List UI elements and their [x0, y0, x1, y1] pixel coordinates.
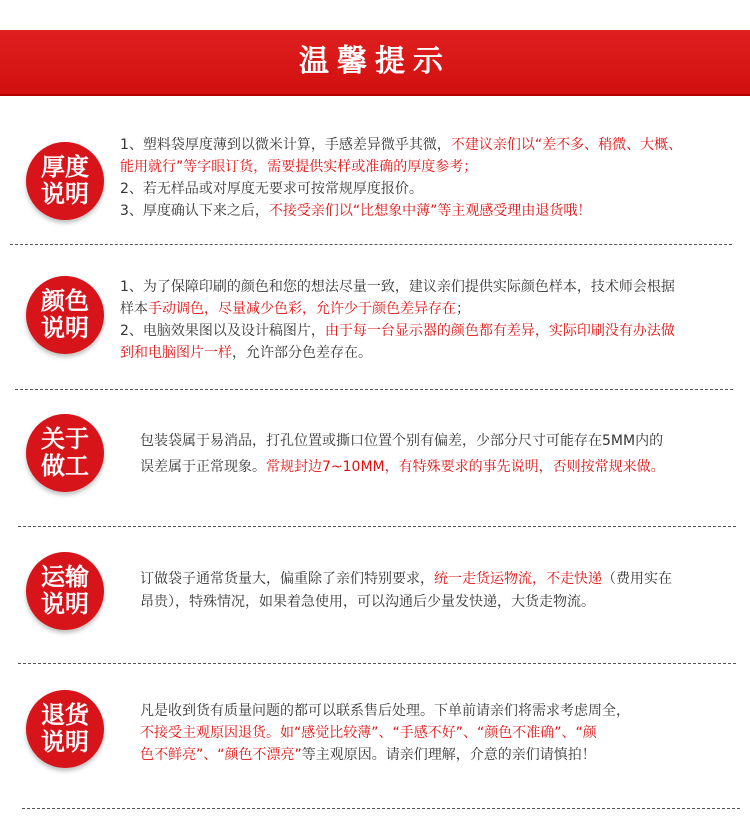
section-text — [120, 276, 740, 364]
emphasis-text: 不接受主观原因退货。如“感觉比较薄”、“手感不好”、“颜色不准确”、“颜 — [140, 725, 597, 741]
text-line — [120, 320, 740, 342]
body-text: 凡是收到货有质量问题的都可以联系售后处理。下单前请亲们将需求考虑周全， — [140, 703, 630, 719]
emphasis-text: 到和电脑图片一样 — [120, 345, 232, 361]
section-badge — [26, 142, 104, 220]
section-badge-label: 厚度说明 — [41, 153, 89, 208]
body-text: 订做袋子通常货量大，偏重除了亲们特别要求， — [140, 571, 434, 587]
text-line — [140, 454, 740, 480]
text-line — [140, 568, 740, 591]
dashed-divider — [18, 663, 736, 664]
body-text: 样本 — [120, 301, 148, 317]
emphasis-text: 不接受亲们以“比想象中薄”等主观感受理由退货哦！ — [268, 203, 592, 219]
dashed-divider — [22, 808, 740, 809]
text-line — [120, 200, 740, 222]
text-line — [120, 134, 740, 156]
section-badge — [26, 690, 104, 768]
page-title: 温馨提示 — [299, 44, 451, 79]
section-text — [140, 568, 740, 614]
section-text — [120, 134, 740, 222]
dashed-divider — [18, 526, 736, 527]
section-badge-label: 退货说明 — [41, 701, 89, 756]
body-text: 3、厚度确认下来之后， — [120, 203, 269, 219]
body-text: 昂贵），特殊情况，如果着急使用，可以沟通后少量发快递，大货走物流。 — [140, 594, 595, 610]
body-text: 包装袋属于易消品，打孔位置或撕口位置个别有偏差，少部分尺寸可能存在5MM内的 — [140, 433, 664, 449]
text-line — [120, 342, 740, 364]
text-line — [120, 178, 740, 200]
emphasis-text: 由于每一台显示器的颜色都有差异，实际印刷没有办法做 — [324, 323, 675, 339]
emphasis-text: 统一走货运物流，不走快递 — [434, 571, 602, 587]
body-text: 1、塑料袋厚度薄到以微米计算，手感差异微乎其微， — [120, 137, 451, 153]
section-badge-label: 颜色说明 — [41, 287, 89, 342]
text-line — [140, 591, 740, 614]
section-badge — [26, 414, 104, 492]
section-badge-label: 关于做工 — [41, 425, 89, 480]
section-text — [140, 428, 740, 480]
section-badge-label: 运输说明 — [41, 563, 89, 618]
body-text: 2、若无样品或对厚度无要求可按常规厚度报价。 — [120, 181, 423, 197]
body-text: 1、为了保障印刷的颜色和您的想法尽量一致，建议亲们提供实际颜色样本，技术师会根据 — [120, 279, 675, 295]
text-line — [140, 744, 740, 766]
emphasis-text: 不建议亲们以“差不多、稍微、大概、 — [450, 137, 683, 153]
text-line — [120, 276, 740, 298]
text-line — [120, 156, 740, 178]
emphasis-text: 能用就行”等字眼订货，需要提供实样或准确的厚度参考； — [120, 159, 478, 175]
body-text: 2、电脑效果图以及设计稿图片， — [120, 323, 325, 339]
section-text — [140, 700, 740, 766]
section-badge — [26, 276, 104, 354]
emphasis-text: 常规封边7~10MM，有特殊要求的事先说明，否则按常规来做。 — [266, 459, 665, 475]
header-banner — [0, 30, 750, 94]
text-line — [140, 722, 740, 744]
body-text: 等主观原因。请亲们理解，介意的亲们请慎拍！ — [301, 747, 596, 763]
emphasis-text: 手动调色，尽量减少色彩，允许少于颜色差异存在 — [148, 301, 456, 317]
text-line — [120, 298, 740, 320]
text-line — [140, 700, 740, 722]
section-badge — [26, 552, 104, 630]
dashed-divider — [15, 389, 733, 390]
body-text: ，允许部分色差存在。 — [232, 345, 372, 361]
body-text: （费用实在 — [602, 571, 672, 587]
text-line — [140, 428, 740, 454]
body-text: ； — [456, 301, 470, 317]
body-text: 误差属于正常现象。 — [140, 459, 266, 475]
emphasis-text: 色不鲜亮”、“颜色不漂亮” — [140, 747, 302, 763]
dashed-divider — [10, 244, 732, 245]
